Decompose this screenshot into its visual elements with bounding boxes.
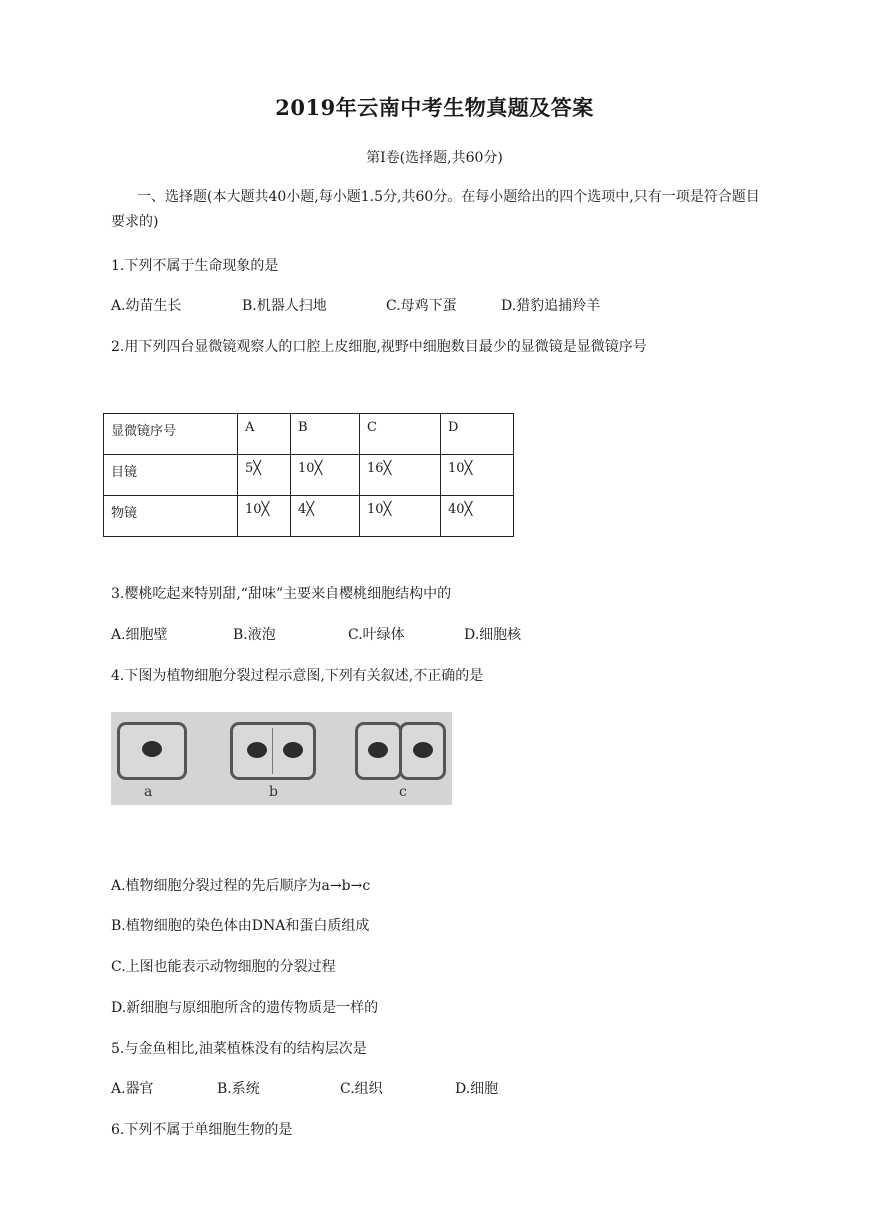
nucleus xyxy=(247,742,267,758)
question-4-stem: 4.下图为植物细胞分裂过程示意图,下列有关叙述,不正确的是 xyxy=(111,668,484,684)
table-cell: B xyxy=(291,414,360,455)
cell-division-figure xyxy=(111,712,452,805)
table-cell: 目镜 xyxy=(104,455,238,496)
table-cell: 10╳ xyxy=(291,455,360,496)
figure-label-b: b xyxy=(269,784,278,800)
question-1-option-d: D.猎豹追捕羚羊 xyxy=(501,298,601,314)
question-2-stem: 2.用下列四台显微镜观察人的口腔上皮细胞,视野中细胞数目最少的显微镜是显微镜序号 xyxy=(111,339,647,355)
nucleus xyxy=(413,742,433,758)
division-line xyxy=(272,728,273,774)
figure-label-c: c xyxy=(399,784,407,800)
nucleus xyxy=(142,741,162,757)
question-3-option-d: D.细胞核 xyxy=(464,627,522,643)
table-cell: D xyxy=(441,414,514,455)
question-5-option-d: D.细胞 xyxy=(455,1081,499,1097)
nucleus xyxy=(283,742,303,758)
table-row xyxy=(104,414,514,455)
question-1-option-a: A.幼苗生长 xyxy=(111,298,182,314)
table-cell: 10╳ xyxy=(238,496,291,537)
question-4-option-d: D.新细胞与原细胞所含的遗传物质是一样的 xyxy=(111,1000,379,1016)
question-1-option-c: C.母鸡下蛋 xyxy=(386,298,457,314)
table-row xyxy=(104,496,514,537)
nucleus xyxy=(368,742,388,758)
section-instructions: 一、选择题(本大题共40小题,每小题1.5分,共60分。在每小题给出的四个选项中,只有一项是符合题目要求的) xyxy=(111,189,760,230)
table-row xyxy=(104,455,514,496)
page-title: 2019年云南中考生物真题及答案 xyxy=(275,95,594,120)
question-4-option-a: A.植物细胞分裂过程的先后顺序为a→b→c xyxy=(111,878,371,894)
table-cell: A xyxy=(238,414,291,455)
question-5-option-c: C.组织 xyxy=(340,1081,383,1097)
table-cell: 40╳ xyxy=(441,496,514,537)
microscope-table xyxy=(103,413,514,537)
question-3-option-c: C.叶绿体 xyxy=(348,627,405,643)
table-cell: 5╳ xyxy=(238,455,291,496)
table-cell: 4╳ xyxy=(291,496,360,537)
question-5-stem: 5.与金鱼相比,油菜植株没有的结构层次是 xyxy=(111,1041,367,1057)
table-cell: 16╳ xyxy=(360,455,441,496)
question-4-option-b: B.植物细胞的染色体由DNA和蛋白质组成 xyxy=(111,918,370,934)
question-4-option-c: C.上图也能表示动物细胞的分裂过程 xyxy=(111,959,336,975)
question-1-option-b: B.机器人扫地 xyxy=(242,298,327,314)
table-cell: 显微镜序号 xyxy=(104,414,238,455)
question-5-option-a: A.器官 xyxy=(111,1081,154,1097)
table-cell: C xyxy=(360,414,441,455)
question-1-stem: 1.下列不属于生命现象的是 xyxy=(111,258,279,274)
table-cell: 10╳ xyxy=(441,455,514,496)
table-cell: 10╳ xyxy=(360,496,441,537)
question-3-option-a: A.细胞壁 xyxy=(111,627,168,643)
question-5-option-b: B.系统 xyxy=(217,1081,260,1097)
table-cell: 物镜 xyxy=(104,496,238,537)
figure-label-a: a xyxy=(144,784,153,800)
question-6-stem: 6.下列不属于单细胞生物的是 xyxy=(111,1122,293,1138)
cell-b xyxy=(230,722,316,780)
section-subtitle: 第Ⅰ卷(选择题,共60分) xyxy=(366,150,503,166)
question-3-option-b: B.液泡 xyxy=(233,627,276,643)
question-3-stem: 3.樱桃吃起来特别甜,“甜味”主要来自樱桃细胞结构中的 xyxy=(111,586,452,602)
